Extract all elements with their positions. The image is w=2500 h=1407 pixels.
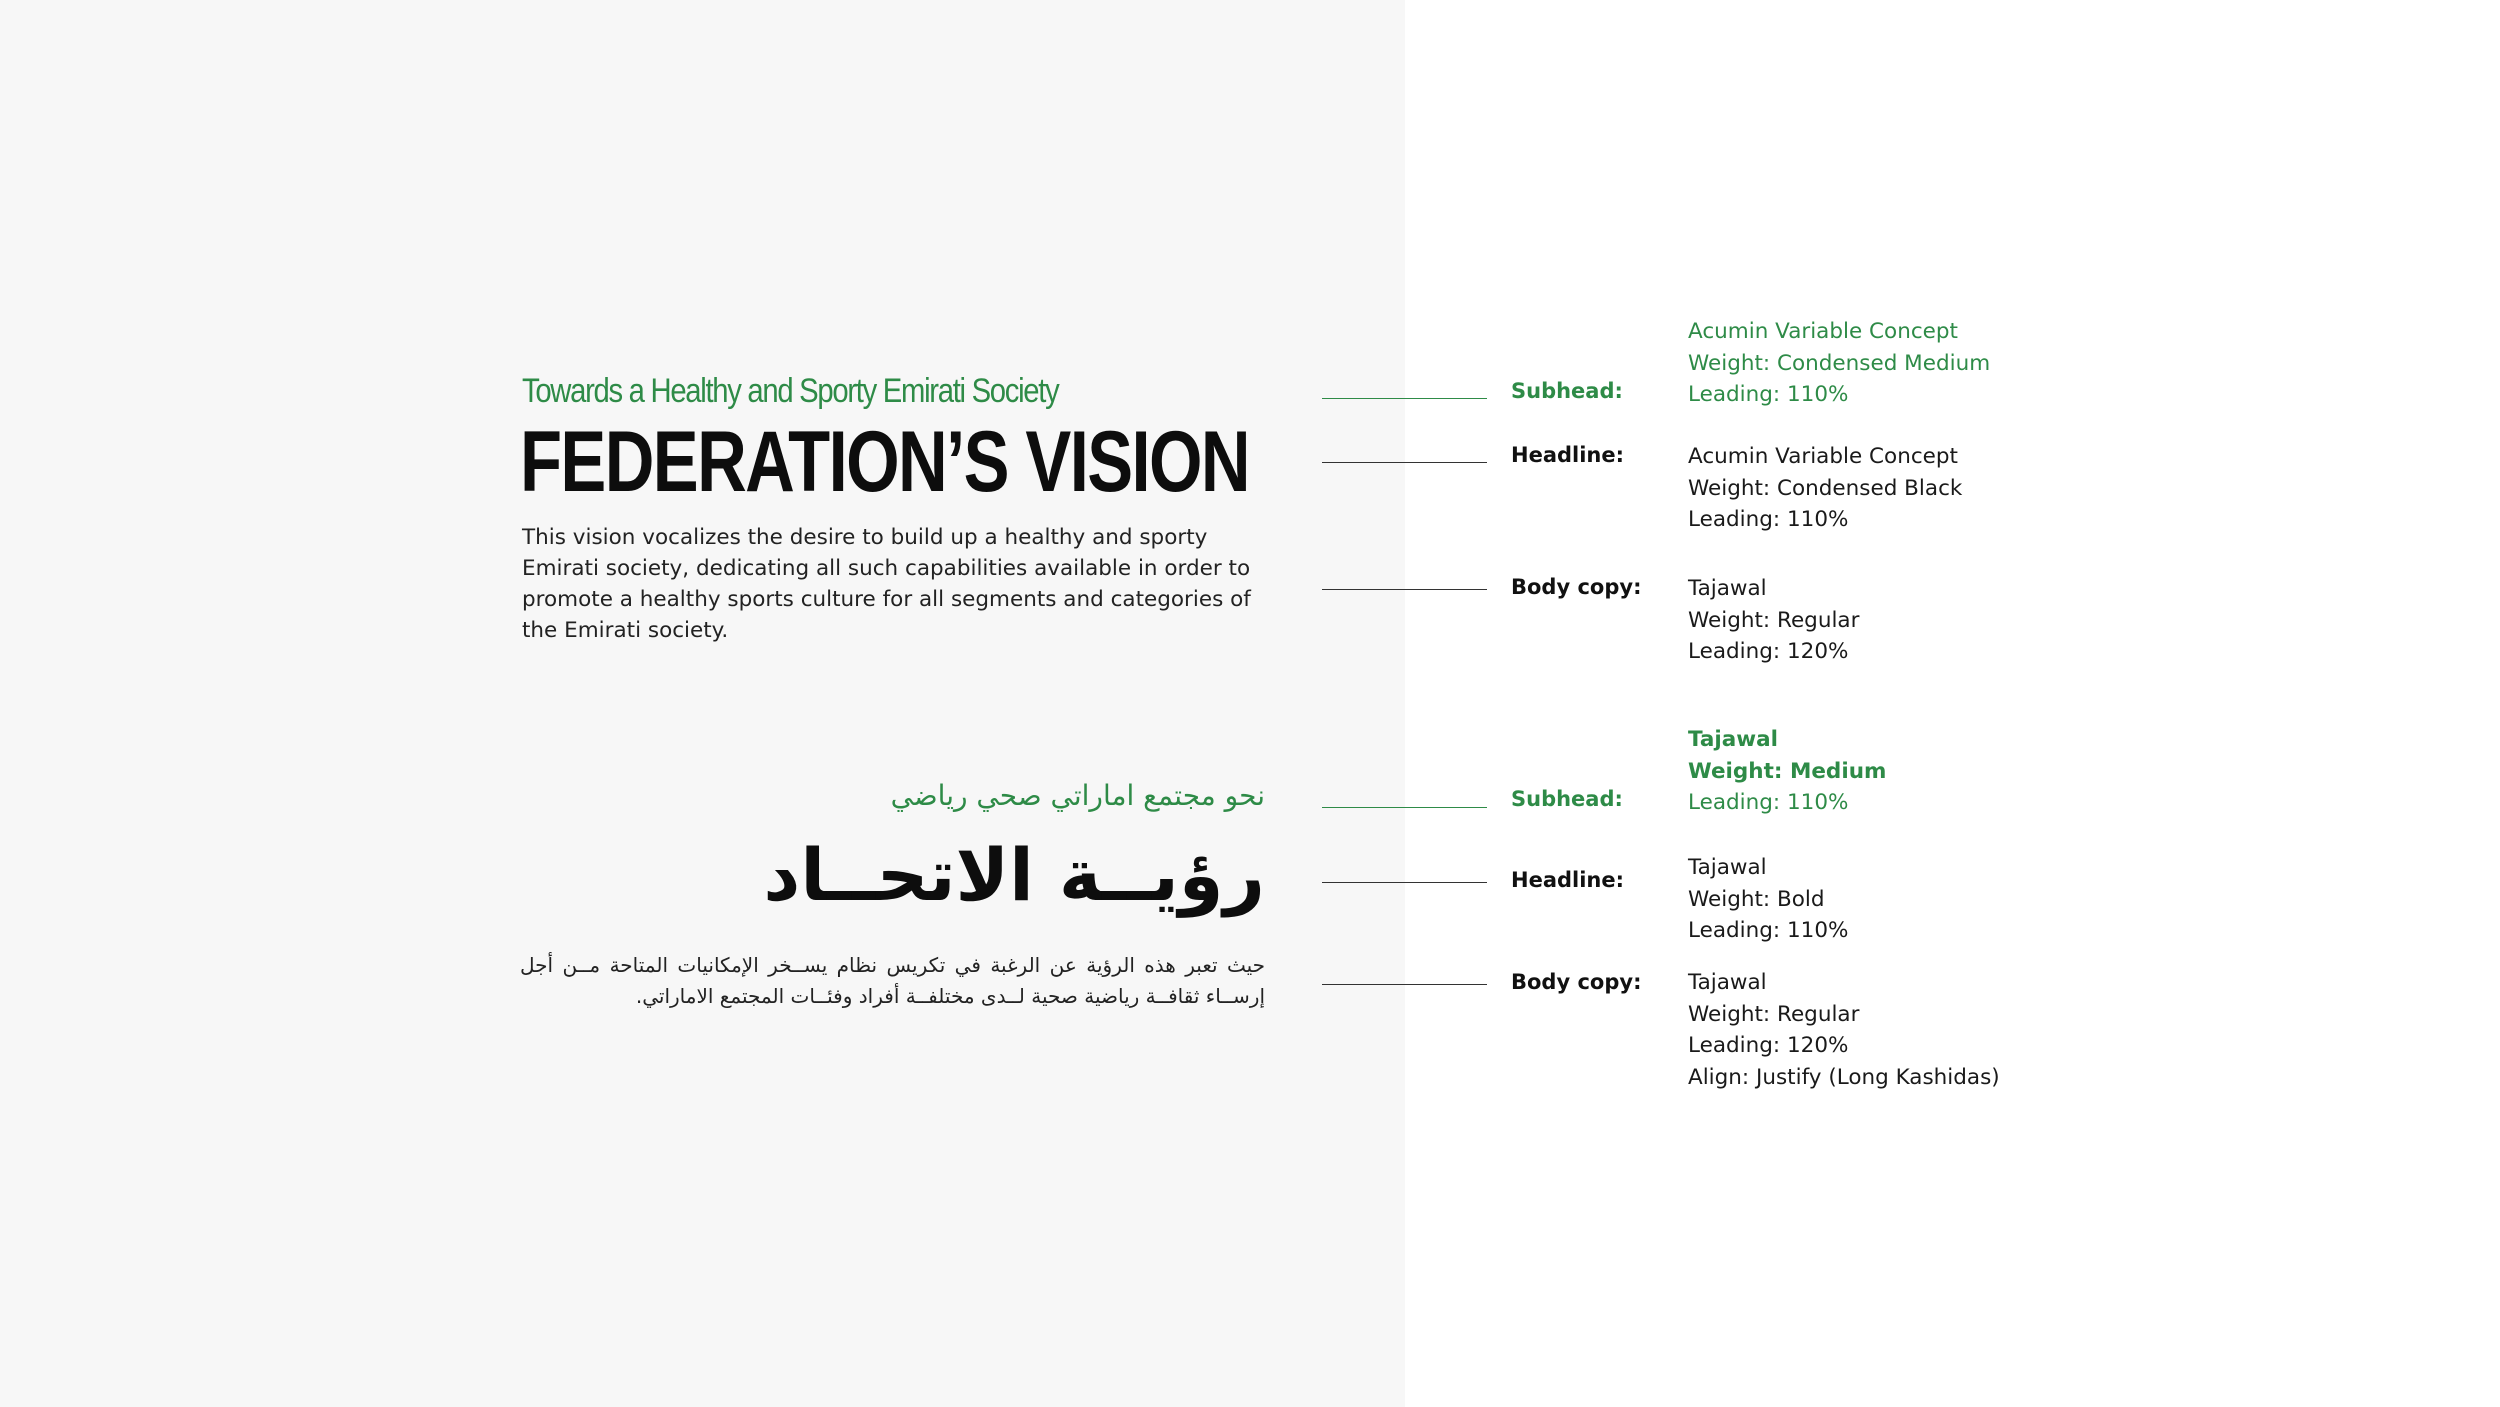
spec-line: Leading: 120% [1688,1033,1849,1058]
arabic-body-copy: حيث تعبر هذه الرؤية عن الرغبة في تكريس نظام يســخر الإمكانيات المتاحة مــن أجل إرســاء ثقافــة رياضية صحية لــدى مختلفــة أفراد وفئــات المجتمع الاماراتي. [520,953,1265,1008]
spec-line: Tajawal [1688,970,1767,995]
spec-line: Leading: 110% [1688,790,1849,815]
spec-ar-body [1688,967,2000,1093]
spec-en-body [1688,573,1859,668]
spec-line: Tajawal [1688,727,1779,752]
spec-line: Leading: 110% [1688,918,1849,943]
spec-line: Leading: 120% [1688,639,1849,664]
label-en-body: Body copy: [1511,575,1642,599]
spec-line: Leading: 110% [1688,382,1849,407]
spec-line: Weight: Bold [1688,886,1825,912]
spec-line: Align: Justify (Long Kashidas) [1688,1064,2000,1090]
label-en-headline: Headline: [1511,443,1625,467]
leader-line-ar-subhead [1322,807,1487,808]
spec-line: Tajawal [1688,855,1767,880]
leader-line-ar-headline [1322,882,1487,883]
spec-line: Acumin Variable Concept [1688,444,1958,469]
spec-line: Weight: Condensed Medium [1688,350,1991,376]
spec-line: Acumin Variable Concept [1688,319,1958,344]
english-subhead: Towards a Healthy and Sporty Emirati Society [522,372,1059,410]
english-headline: FEDERATION’S VISION [520,414,1250,510]
spec-ar-subhead [1688,724,1886,819]
label-ar-body: Body copy: [1511,970,1642,994]
leader-line-en-body [1322,589,1487,590]
spec-ar-headline [1688,852,1848,947]
spec-line: Weight: Regular [1688,607,1860,633]
spec-en-headline [1688,441,1962,536]
leader-line-ar-body [1322,984,1487,985]
leader-line-en-subhead [1322,398,1487,399]
leader-line-en-headline [1322,462,1487,463]
spec-line: Weight: Regular [1688,1001,1860,1027]
spec-en-subhead [1688,316,1990,411]
label-ar-subhead: Subhead: [1511,787,1623,811]
spec-line: Leading: 110% [1688,507,1849,532]
arabic-subhead: نحو مجتمع اماراتي صحي رياضي [890,779,1265,812]
label-ar-headline: Headline: [1511,868,1625,892]
spec-line: Tajawal [1688,576,1767,601]
english-body-copy: This vision vocalizes the desire to build up a healthy and sporty Emirati society, dedicating all such capabilities available in order to promote a healthy sports culture for all segments and categories of the Emirati society. [522,525,1251,643]
label-en-subhead: Subhead: [1511,379,1623,403]
arabic-headline: رؤيــة الاتحــاد [763,833,1265,917]
spec-line: Weight: Medium [1688,758,1887,784]
spec-line: Weight: Condensed Black [1688,475,1963,501]
